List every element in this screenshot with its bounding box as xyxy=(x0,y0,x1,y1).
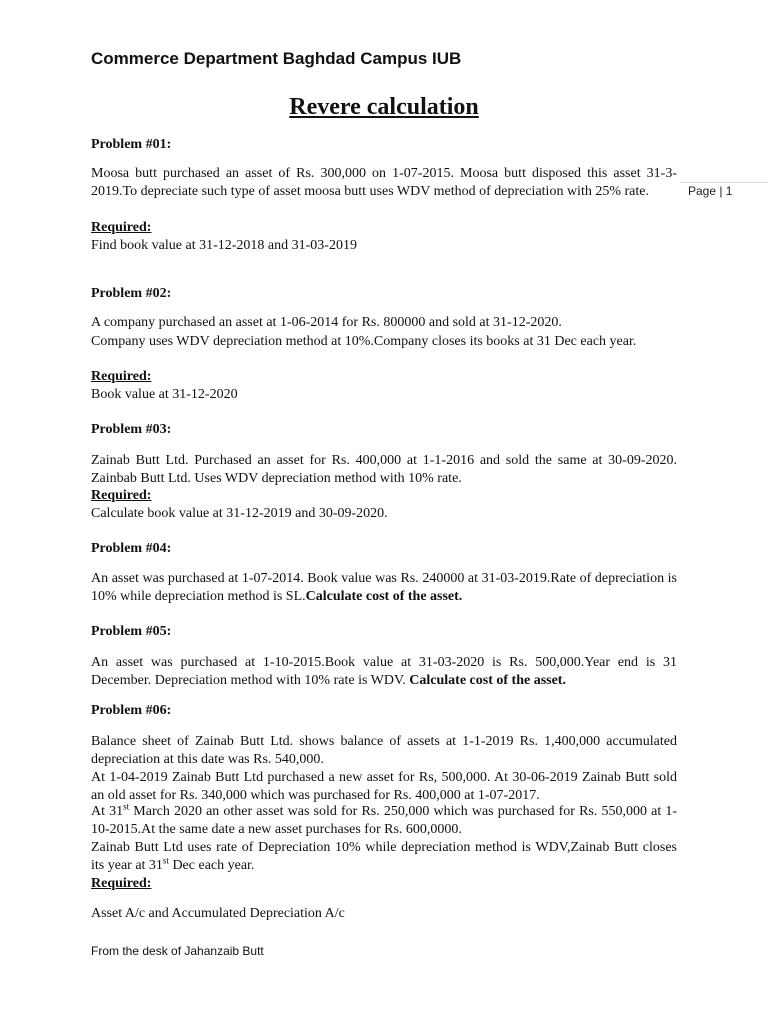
problem-05-body xyxy=(91,654,677,690)
problem-03-heading: Problem #03: xyxy=(91,422,172,437)
problem-06-para-4-sup: st xyxy=(162,855,169,866)
problem-05-text: An asset was purchased at 1-10-2015.Book value at 31-03-2020 is Rs. 500,000.Year end is 31 December. Depreciation method with 10% rate is WDV. xyxy=(91,655,677,688)
problem-02-required-text: Book value at 31-12-2020 xyxy=(91,387,238,402)
problem-06-para-4 xyxy=(91,839,677,875)
problem-06-heading: Problem #06: xyxy=(91,703,172,718)
problem-06-para-4-b: Dec each year. xyxy=(168,858,255,873)
problem-04-emphasis: Calculate cost of the asset. xyxy=(305,589,463,604)
problem-04-heading: Problem #04: xyxy=(91,541,172,556)
problem-06-para-3-sup: st xyxy=(123,801,130,812)
problem-06-para-3 xyxy=(91,803,677,839)
problem-03-required-text: Calculate book value at 31-12-2019 and 30-09-2020. xyxy=(91,506,388,521)
problem-02-body-line2: Company uses WDV depreciation method at 10%.Company closes its books at 31 Dec each year. xyxy=(91,334,637,349)
footer-note: From the desk of Jahanzaib Butt xyxy=(91,944,264,958)
problem-01-heading: Problem #01: xyxy=(91,137,172,152)
problem-02-heading: Problem #02: xyxy=(91,286,172,301)
problem-06-para-2: At 1-04-2019 Zainab Butt Ltd purchased a new asset for Rs, 500,000. At 30-06-2019 Zainab Butt sold an old asset for Rs. 340,000 which was purchased for Rs. 400,000 at 1-07-2017. xyxy=(91,770,677,803)
problem-05-emphasis: Calculate cost of the asset. xyxy=(409,673,566,688)
problem-06-para-1: Balance sheet of Zainab Butt Ltd. shows balance of assets at 1-1-2019 Rs. 1,400,000 accumulated depreciation at this date was Rs. 540,000. xyxy=(91,734,677,767)
department-header: Commerce Department Baghdad Campus IUB xyxy=(91,49,462,68)
page-number: Page | 1 xyxy=(688,184,733,198)
problem-04-text: An asset was purchased at 1-07-2014. Book value was Rs. 240000 at 31-03-2019.Rate of depreciation is 10% while depreciation method is SL. xyxy=(91,571,677,604)
problem-06-para-3-a: At 31 xyxy=(91,804,124,819)
page-title: Revere calculation xyxy=(289,94,479,120)
problem-04-body xyxy=(91,570,677,606)
problem-02-body-line1: A company purchased an asset at 1-06-2014 for Rs. 800000 and sold at 31-12-2020. xyxy=(91,315,562,330)
problem-01-body: Moosa butt purchased an asset of Rs. 300,000 on 1-07-2015. Moosa butt disposed this asset 31-3-2019.To depreciate such type of asset moosa butt uses WDV method of depreciation with 25% rate. xyxy=(91,166,677,199)
problem-03-body: Zainab Butt Ltd. Purchased an asset for Rs. 400,000 at 1-1-2016 and sold the same at 30-09-2020. Zainbab Butt Ltd. Uses WDV depreciation method with 10% rate. xyxy=(91,453,677,486)
problem-01-required-text: Find book value at 31-12-2018 and 31-03-2019 xyxy=(91,238,357,253)
problem-06-required-label: Required: xyxy=(91,876,152,891)
problem-06-required-text: Asset A/c and Accumulated Depreciation A/c xyxy=(91,906,345,921)
problem-05-heading: Problem #05: xyxy=(91,624,172,639)
problem-02-required-label: Required: xyxy=(91,369,152,384)
problem-06-para-3-b: March 2020 an other asset was sold for Rs. 250,000 which was purchased for Rs. 550,000 at 1-10-2015.At the same date a new asset purchases for Rs. 600,0000. xyxy=(91,804,678,837)
problem-06-para-4-a: Zainab Butt Ltd uses rate of Depreciation 10% while depreciation method is WDV,Zainab Butt closes its year at 31 xyxy=(91,840,677,873)
problem-03-required-label: Required: xyxy=(91,488,152,503)
problem-01-required-label: Required: xyxy=(91,220,152,235)
page-number-rule xyxy=(680,182,768,183)
